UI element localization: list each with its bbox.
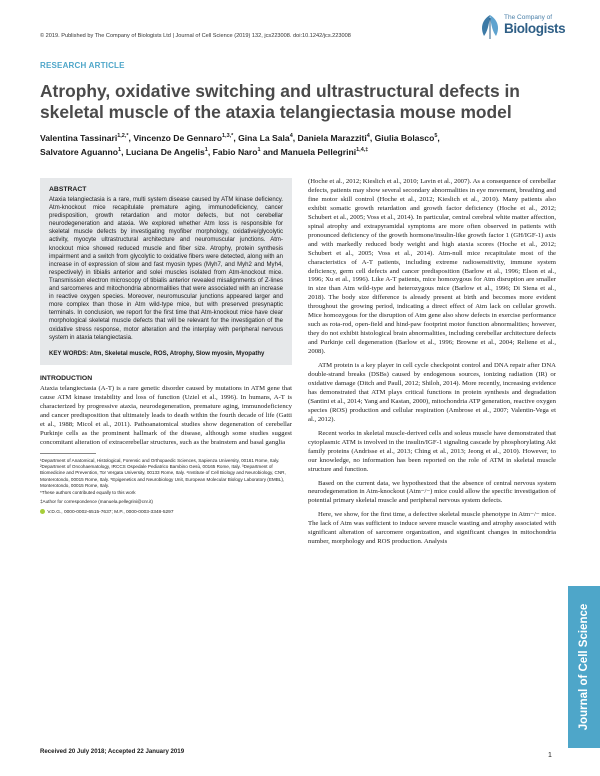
author-affiliation-sup: 1 [118, 146, 122, 153]
author-list [40, 130, 560, 158]
footnote-divider [40, 453, 96, 454]
page-number: 1 [548, 752, 552, 759]
logo-big-text: Biologists [504, 21, 566, 36]
abstract-text: Ataxia telangiectasia is a rare, multi system disease caused by ATM kinase deficiency. Atm-knockout mice recapitulate premature aging, immunodeficiency, cancer predisposition, growth retardation and motor defects, but not cerebellar neurodegeneration and ataxia. We explored whether Atm loss is responsible for skeletal muscle defects by investigating myofiber morphology, oxidative/glycolytic activity, myocyte ultrastructural architecture and neuromuscular junctions. Atm-knockout mice showed reduced muscle and fiber size. Atrophy, protein synthesis impairment and a switch from glycolytic to oxidative fibers were detected, along with an increase in of expression of slow and fast myosin types (Myh7, and Myh2 and Myh4, respectively) in tibialis anterior and solei muscles isolated from Atm-knockout mice. Transmission electron microscopy of tibialis anterior revealed misalignments of Z-lines and sarcomeres and mitochondria abnormalities that were associated with an increase in reactive oxygen species. Moreover, neuromuscular junctions appeared larger and more complex than those in Atm wild-type mice, but with preserved presynaptic terminals. In conclusion, we report for the first time that Atm-knockout mice have clear morphological skeletal muscle defects that will be relevant for the investigation of the oxidative stress response, motor alteration and the interplay with peripheral nervous system in ataxia telangiectasia. [49, 197, 283, 341]
orcid-icon [40, 509, 45, 514]
author-name[interactable]: , Daniela Marazziti [292, 132, 367, 143]
author-affiliation-sup: 5 [434, 133, 438, 139]
introduction-heading: INTRODUCTION [40, 374, 93, 382]
publisher-logo [478, 12, 566, 42]
body-paragraph: Recent works in skeletal muscle-derived cells and soleus muscle have demonstrated that cytoplasmic ATM is involved in the insulin/IGF-1 signaling cascade by phosphorylating Akt family proteins (Andrisse et al., 2013; Ching et al., 2013; Jeong et al., 2010). However, to our knowledge, no information has been reported on the role of ATM in skeletal muscle structure and function. [308, 429, 556, 473]
body-paragraph: ATM protein is a key player in cell cycle checkpoint control and DNA repair after DNA double-strand breaks (DSBs) caused by endogenous sources, ionizing radiation (IR) or oxidative damage (Ditch and Paull, 2012; Shiloh, 2014). More recently, increasing evidence has demonstrated that ATM plays critical functions in protein synthesis and degradation (Santini et al., 2014; Yang and Kastan, 2000), mitochondria ATP generation, reactive oxygen species (ROS) production and cellular respiration (Ambrose et al., 2007; Valentin-Vega et al., 2012). [308, 362, 556, 423]
author-affiliation-sup: 4 [366, 133, 370, 139]
received-accepted-dates: Received 20 July 2018; Accepted 22 January 2019 [40, 748, 185, 755]
intro-paragraph: Ataxia telangiectasia (A-T) is a rare genetic disorder caused by mutations in ATM gene that cause ATM kinase instability and loss of function (Uziel et al., 1996). In humans, A-T is characterized by progressive ataxia, neurodegeneration, premature aging, immunodeficiency and cancer predisposition that ultimately leads to death within the fourth decade of life (Gatti et al., 1988; Micol et al., 2011). Pathoanatomical studies show degeneration of cerebellar Purkinje cells as the prominent hallmark of the disease, although some studies suggest concomitant alteration of extracerebellar structures, such as the brainstem and basal ganglia [40, 384, 292, 446]
footnotes [40, 458, 292, 505]
author-affiliation-sup: 1 [257, 146, 261, 153]
leaf-logo-icon [478, 14, 502, 40]
author-name[interactable]: , Vincenzo De Gennaro [128, 132, 222, 143]
right-column-body [308, 178, 556, 547]
body-paragraph: Here, we show, for the first time, a defective skeletal muscle phenotype in Atm−/− mice. The lack of Atm was sufficient to induce severe muscle wasting and atrophy associated with significant alteration of sarcomere organization, and significant changes in mitochondria number, morphology and ROS production. Analysis [308, 511, 556, 546]
author-affiliation-sup: 1,4,‡ [356, 146, 369, 153]
introduction-body [40, 385, 292, 448]
author-name[interactable]: , Luciana De Angelis [121, 146, 205, 157]
author-name[interactable]: Salvatore Aguanno [40, 146, 118, 157]
logo-small-text: The Company of [504, 14, 553, 21]
author-affiliation-sup: 4 [289, 133, 293, 139]
orcid-line [40, 509, 292, 515]
section-label: RESEARCH ARTICLE [40, 61, 125, 70]
equal-contribution-footnote: *These authors contributed equally to this work [40, 490, 136, 496]
right-column [308, 178, 556, 552]
author-affiliation-sup: 1 [204, 146, 208, 153]
abstract-heading: ABSTRACT [49, 186, 87, 193]
author-name[interactable]: , Gina La Sala [233, 132, 290, 143]
journal-side-label [568, 586, 600, 748]
orcid-ids[interactable]: V.D.G., 0000-0002-6515-7637; M.P., 0000-0003-3348-5297 [47, 510, 174, 516]
abstract-box [40, 178, 292, 365]
keywords-list: Atm, Skeletal muscle, ROS, Atrophy, Slow myosin, Myopathy [88, 350, 265, 357]
affiliations-footnote: ¹Department of Anatomical, Histological, Forensic and Orthopaedic Sciences, Sapienza University, 00161 Rome, Italy. ²Department of Oncohaematology, IRCCS Ospedale Pediatrico Bambino Gesù, 00165 Rome, Italy. ³Department of Biomedicine and Prevention, Tor Vergata University, 00133 Rome, Italy. ⁴Institute of Cell Biology and Neurobiology, CNR, Monterotondo, 00015 Rome, Italy. ⁵Epigenetics and Neurobiology Unit, European Molecular Biology Laboratory (EMBL), Monterotondo, 00015 Rome, Italy. [40, 458, 286, 488]
journal-name: Journal of Cell Science [578, 603, 590, 731]
keywords [49, 350, 283, 358]
body-paragraph: (Hoche et al., 2012; Kieslich et al., 2010; Lavin et al., 2007). As a consequence of cerebellar defects, patients may show several secondary abnormalities in eye movement, breathing and fine motor skill control (Hoche et al., 2012; Kieslich et al., 2010). Many patients also exhibit somatic growth retardation and growth factor deficiency (Hoche et al., 2012; Schubert et al., 2005; Voss et al., 2014). In particular, central cerebral white matter affection, spinal atrophy and extrapyramidal symptoms are more often observed in patients with pronounced deficiency of the growth hormone/insulin-like growth factor 1 (GH/IGF-1) axis and with markedly reduced body weight and high ataxia scores (Hoche et al., 2012; Schubert et al., 2005; Voss et al., 2014). Atm-null mice recapitulate most of the characteristics of A-T patients, including extreme radiosensitivity, immune system deficiency, germ cell defects and cancer predisposition (Barlow et al., 1996; Elson et al., 1996; Xu et al., 1996). Like A-T patients, mice homozygous for Atm disruption are smaller in size than Atm wild-type and heterozygous mice (Barlow et al., 1996; Di Siena et al., 2018). The body size difference is already present at birth and becomes more evident throughout the growing period, indicating a direct effect of Atm lack on cellular growth. Mice homozygous for the disruption of Atm gene also show defects in exercise performance such as rota-rod, open-field and hind-paw footprint motor function abnormalities; however, they do not exhibit histological brain abnormalities, including cerebellar architecture defects and Purkinje cell degeneration (Barlow et al., 1996; Browne et al., 2004; Reliene et al., 2008). [308, 178, 556, 356]
author-name[interactable]: , Giulia Bolasco [369, 132, 435, 143]
author-name[interactable]: , Fabio Naro [207, 146, 258, 157]
body-paragraph: Based on the current data, we hypothesized that the absence of central nervous system neurodegeneration in Atm-knockout (Atm−/−) mice could allow the specific investigation of potential primary skeletal muscle and peripheral nervous system defects. [308, 479, 556, 505]
author-name[interactable]: and Manuela Pellegrini [260, 146, 357, 157]
copyright-line: © 2019. Published by The Company of Biologists Ltd | Journal of Cell Science (2019) 132, jcs223008. doi:10.1242/jcs.223008 [40, 33, 351, 39]
correspondence-footnote[interactable]: ‡Author for correspondence (manuela.pellegrini@cnr.it) [40, 499, 153, 505]
left-column [40, 178, 292, 515]
author-affiliation-sup: 1,2,* [117, 133, 129, 139]
article-title: Atrophy, oxidative switching and ultrastructural defects in skeletal muscle of the ataxia telangiectasia mouse model [40, 81, 520, 122]
author-separator: , [437, 132, 440, 143]
keywords-label: KEY WORDS: [49, 350, 89, 357]
author-affiliation-sup: 1,3,* [222, 133, 234, 139]
author-name[interactable]: Valentina Tassinari [40, 132, 118, 143]
